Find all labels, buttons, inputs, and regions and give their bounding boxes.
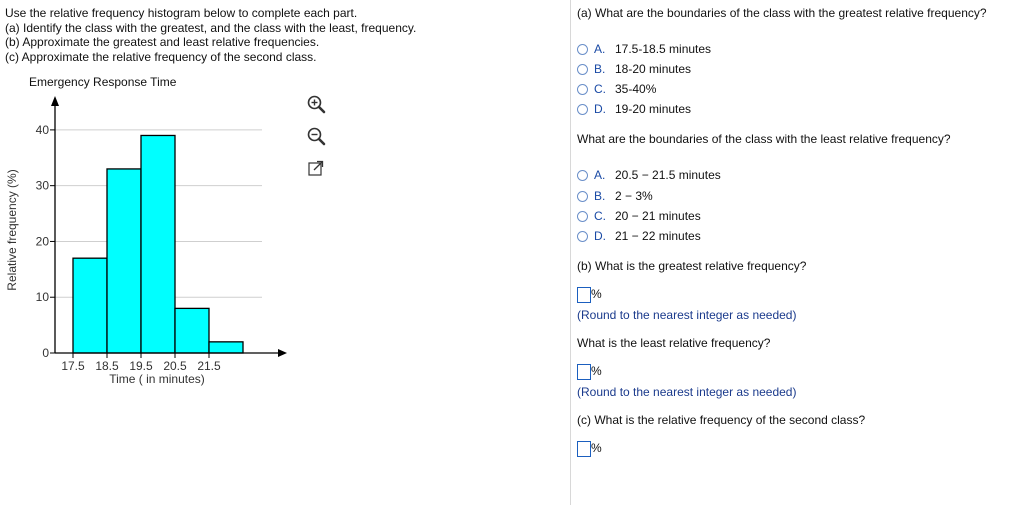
histogram-bar — [73, 258, 107, 353]
zoom-out-icon — [306, 126, 326, 146]
x-tick-label: 17.5 — [61, 359, 85, 373]
radio-button[interactable] — [577, 191, 588, 202]
q3-answer-input[interactable] — [577, 287, 591, 303]
radio-button[interactable] — [577, 211, 588, 222]
q4-hint: (Round to the nearest integer as needed) — [577, 385, 797, 399]
x-tick-label: 18.5 — [95, 359, 119, 373]
radio-button[interactable] — [577, 231, 588, 242]
y-tick-label: 40 — [35, 122, 49, 137]
instruction-line: Use the relative frequency histogram below to complete each part. — [5, 6, 358, 20]
q4-prompt: What is the least relative frequency? — [577, 336, 771, 350]
y-axis-arrow — [51, 96, 59, 106]
y-tick-label: 10 — [35, 290, 49, 305]
zoom-out-button[interactable] — [304, 124, 328, 148]
histogram-chart — [0, 90, 300, 400]
q1-option-b[interactable] — [577, 62, 691, 76]
q2-option-d[interactable] — [577, 229, 701, 243]
percent-unit: % — [591, 287, 602, 301]
y-tick-label: 20 — [35, 234, 49, 249]
option-text: 19-20 minutes — [615, 102, 692, 116]
percent-unit: % — [591, 364, 602, 378]
option-letter: C. — [594, 209, 606, 223]
option-text: 2 − 3% — [615, 189, 653, 203]
option-text: 17.5-18.5 minutes — [615, 42, 712, 56]
option-letter: B. — [594, 62, 606, 76]
zoom-in-button[interactable] — [304, 92, 328, 116]
q3-hint: (Round to the nearest integer as needed) — [577, 308, 797, 322]
option-text: 20.5 − 21.5 minutes — [615, 168, 721, 182]
option-text: 21 − 22 minutes — [615, 229, 701, 243]
y-tick-label: 0 — [42, 346, 49, 360]
q2-option-b[interactable] — [577, 189, 653, 203]
percent-unit: % — [591, 441, 602, 455]
radio-button[interactable] — [577, 64, 588, 75]
x-axis-arrow — [278, 349, 287, 357]
option-letter: A. — [594, 168, 606, 182]
q1-prompt: (a) What are the boundaries of the class with the greatest relative frequency? — [577, 6, 987, 20]
q2-prompt: What are the boundaries of the class with the least relative frequency? — [577, 132, 951, 146]
option-text: 18-20 minutes — [615, 62, 692, 76]
option-letter: B. — [594, 189, 606, 203]
instructions — [5, 6, 416, 64]
q3-prompt: (b) What is the greatest relative frequency? — [577, 259, 807, 273]
q5-answer-input[interactable] — [577, 441, 591, 457]
option-text: 35-40% — [615, 82, 657, 96]
q1-option-a[interactable] — [577, 42, 711, 56]
q2-option-a[interactable] — [577, 168, 721, 182]
instruction-line: (b) Approximate the greatest and least relative frequencies. — [5, 35, 320, 49]
zoom-in-icon — [306, 94, 326, 114]
histogram-bar — [141, 135, 175, 353]
panel-divider — [570, 0, 571, 505]
answer-panel — [577, 0, 1017, 517]
y-tick-label: 30 — [35, 178, 49, 193]
q4-answer — [577, 364, 602, 380]
option-text: 20 − 21 minutes — [615, 209, 701, 223]
popout-icon — [306, 158, 326, 178]
x-axis-title: Time ( in minutes) — [109, 372, 205, 386]
radio-button[interactable] — [577, 84, 588, 95]
q1-option-d[interactable] — [577, 102, 691, 116]
q4-answer-input[interactable] — [577, 364, 591, 380]
histogram-bar — [209, 342, 243, 353]
option-letter: D. — [594, 102, 606, 116]
radio-button[interactable] — [577, 104, 588, 115]
q2-option-c[interactable] — [577, 209, 701, 223]
q1-option-c[interactable] — [577, 82, 656, 96]
x-tick-label: 20.5 — [163, 359, 187, 373]
y-axis-title: Relative frequency (%) — [5, 169, 19, 291]
x-tick-label: 21.5 — [197, 359, 221, 373]
q3-answer — [577, 287, 602, 303]
popout-button[interactable] — [304, 156, 328, 180]
option-letter: A. — [594, 42, 606, 56]
radio-button[interactable] — [577, 44, 588, 55]
option-letter: C. — [594, 82, 606, 96]
option-letter: D. — [594, 229, 606, 243]
histogram-bar — [175, 308, 209, 353]
q5-prompt: (c) What is the relative frequency of the second class? — [577, 413, 866, 427]
radio-button[interactable] — [577, 170, 588, 181]
x-tick-label: 19.5 — [129, 359, 153, 373]
instruction-line: (c) Approximate the relative frequency of the second class. — [5, 49, 317, 64]
histogram-bar — [107, 169, 141, 353]
chart-toolbar — [304, 92, 332, 188]
chart-title: Emergency Response Time — [29, 75, 177, 89]
q5-answer — [577, 441, 602, 457]
instruction-line: (a) Identify the class with the greatest, and the class with the least, frequency. — [5, 20, 417, 35]
